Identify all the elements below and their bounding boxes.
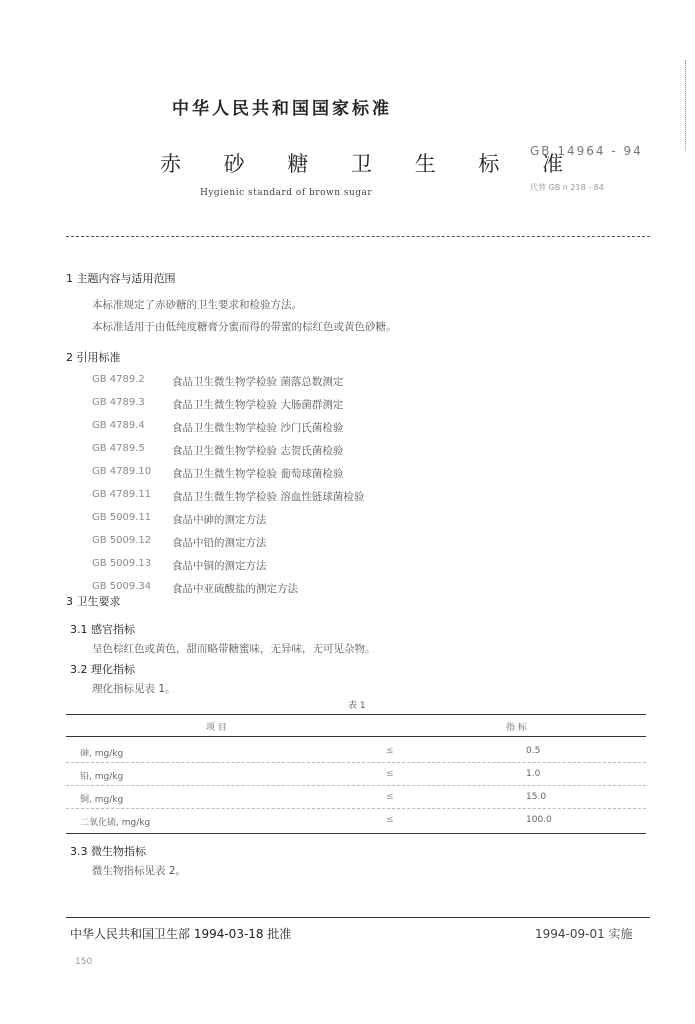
reference-title: 食品卫生微生物学检验 大肠菌群测定 [172,399,344,411]
table-header-row [66,716,646,737]
replaces-note: 代替 GB n 218 - 84 [530,183,604,192]
reference-title: 食品中亚硫酸盐的测定方法 [172,583,298,595]
reference-code: GB 4789.11 [92,489,152,500]
section-3-1-text: 呈色棕红色或黄色，甜而略带糖蜜味，无异味，无可见杂物。 [92,643,376,655]
table-row [66,788,646,809]
section-1-title: 1 主题内容与适用范围 [66,272,176,285]
english-title: Hygienic standard of brown sugar [200,188,373,198]
table-cell-item: 二氧化硫, mg/kg [80,818,151,828]
table-row [66,765,646,786]
table-row [66,742,646,763]
reference-code: GB 5009.13 [92,558,152,569]
standard-code: GB 14964 - 94 [530,144,643,158]
reference-title: 食品卫生微生物学检验 沙门氏菌检验 [172,422,344,434]
table-cell-value: 1.0 [526,769,541,779]
section-3-3-title: 3.3 微生物指标 [70,845,146,858]
section-2-title: 2 引用标准 [66,351,121,364]
reference-title: 食品卫生微生物学检验 志贺氏菌检验 [172,445,344,457]
table-1-label: 表 1 [348,701,366,711]
table-cell-value: 0.5 [526,746,541,756]
reference-title: 食品卫生微生物学检验 菌落总数测定 [172,376,344,388]
section-3-2-title: 3.2 理化指标 [70,663,135,676]
header-divider [66,236,650,237]
table-cell-item: 铅, mg/kg [80,772,124,782]
section-3-1-title: 3.1 感官指标 [70,623,135,636]
page-number: 150 [75,957,93,967]
reference-title: 食品中砷的测定方法 [172,514,267,526]
table-cell-operator: ≤ [386,815,394,825]
reference-title: 食品中铜的测定方法 [172,560,267,572]
reference-title: 食品卫生微生物学检验 溶血性链球菌检验 [172,491,365,503]
reference-code: GB 4789.3 [92,397,145,408]
table-bottom-rule [66,833,646,834]
table-cell-value: 15.0 [526,792,547,802]
section-1-paragraph-2: 本标准适用于由低纯度糖膏分蜜而得的带蜜的棕红色或黄色砂糖。 [92,321,397,333]
reference-code: GB 4789.10 [92,466,152,477]
section-3-2-text: 理化指标见表 1。 [92,683,176,695]
table-cell-operator: ≤ [386,769,394,779]
footer-divider [66,917,650,918]
reference-code: GB 5009.34 [92,581,152,592]
table-cell-operator: ≤ [386,792,394,802]
document-title: 赤 砂 糖 卫 生 标 准 [160,152,582,176]
table-cell-operator: ≤ [386,746,394,756]
reference-title: 食品卫生微生物学检验 葡萄球菌检验 [172,468,344,480]
margin-mark [685,60,687,150]
table-row [66,811,646,831]
table-header-value: 指 标 [506,723,527,733]
table-header-item: 项 目 [206,723,227,733]
reference-code: GB 4789.5 [92,443,145,454]
reference-code: GB 4789.4 [92,420,145,431]
table-cell-value: 100.0 [526,815,552,825]
table-cell-item: 砷, mg/kg [80,749,124,759]
table-top-rule [66,714,646,715]
reference-code: GB 5009.11 [92,512,152,523]
reference-code: GB 4789.2 [92,374,145,385]
reference-code: GB 5009.12 [92,535,152,546]
section-3-title: 3 卫生要求 [66,595,121,608]
table-cell-item: 铜, mg/kg [80,795,124,805]
approval-date: 中华人民共和国卫生部 1994-03-18 批准 [70,927,292,941]
section-1-paragraph-1: 本标准规定了赤砂糖的卫生要求和检验方法。 [92,299,302,311]
reference-title: 食品中铅的测定方法 [172,537,267,549]
effective-date: 1994-09-01 实施 [535,927,633,941]
national-standard-heading: 中华人民共和国国家标准 [172,99,392,119]
section-3-3-text: 微生物指标见表 2。 [92,865,187,877]
